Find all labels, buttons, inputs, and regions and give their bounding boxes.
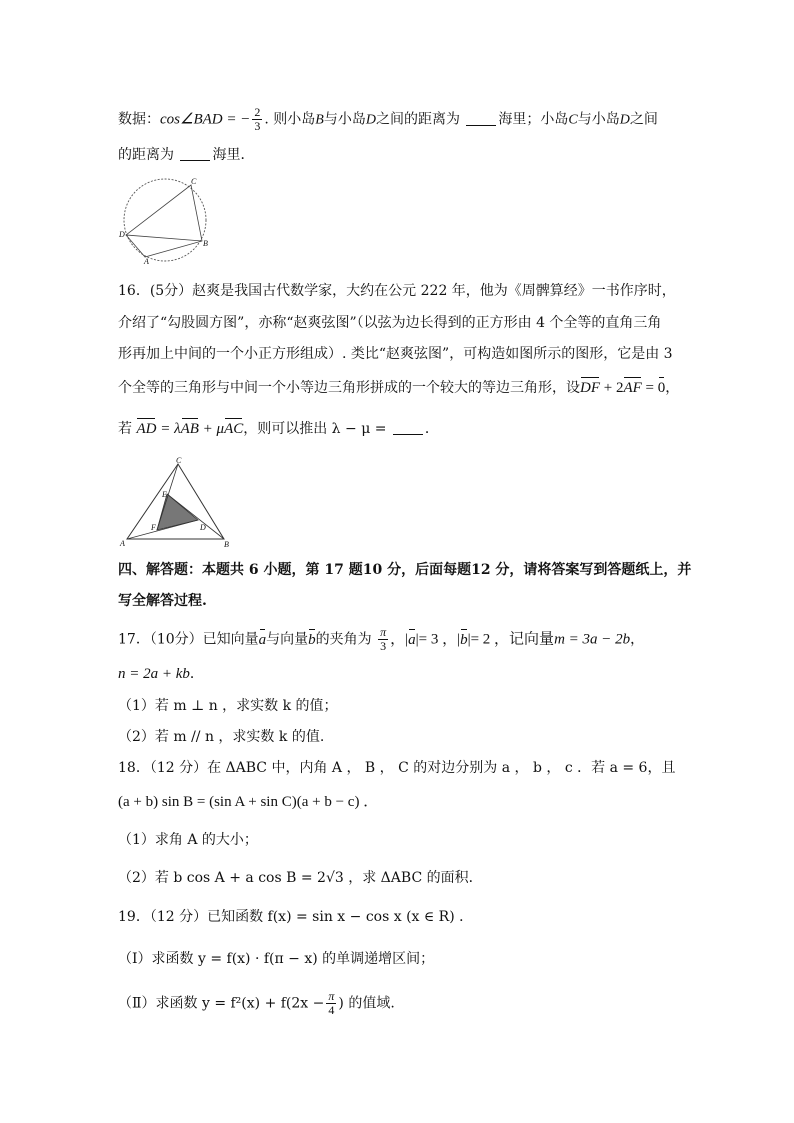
q17-text: |= 2 ，记向量 — [467, 631, 555, 648]
frac-den: 4 — [328, 1003, 335, 1017]
vector-ab: AB — [180, 421, 199, 437]
q17-line-2 — [118, 664, 204, 684]
q15-text: . 则小岛 — [264, 111, 316, 128]
vector-a: a — [408, 631, 416, 648]
circle-outline — [124, 179, 206, 261]
q19-line-1: 19．（12 分）已知函数 f(x) = sin x − cos x (x ∈ R) ． — [118, 909, 474, 925]
q18-part-2: （2）若 b cos A + a cos B = 2√3 ，求 ΔABC 的面积． — [118, 870, 483, 886]
q15-frac-num: 2 — [254, 105, 261, 119]
vector-ac: AC — [224, 421, 244, 437]
label-c: C — [176, 456, 182, 465]
q17-part-2: （2）若 m // n ，求实数 k 的值. — [118, 729, 325, 745]
q15-frac-den: 3 — [254, 119, 261, 133]
q15-var: B — [315, 112, 324, 128]
q15-cos: cos∠BAD = − — [160, 111, 251, 128]
q15-figure — [118, 176, 214, 264]
vector-a: a — [258, 631, 267, 648]
q15-text: 之间 — [629, 111, 658, 128]
diagonal-db — [126, 235, 202, 241]
q15-text: 海里． — [212, 147, 255, 163]
q16-text: ， — [665, 380, 680, 396]
q15-text: 之间的距离为 — [375, 111, 460, 128]
section-4-heading: 四、解答题：本题共 6 小题，第 17 题10 分，后面每题12 分，请将答案写到答题纸上，并 — [118, 562, 692, 578]
q15-var: D — [619, 112, 630, 128]
q17-text: ． — [189, 666, 204, 682]
q16-text: ． — [424, 421, 439, 437]
q19-fraction — [326, 990, 336, 1017]
quadrilateral — [126, 185, 202, 257]
frac-num: π — [328, 989, 335, 1003]
q19-part-1: （Ⅰ）求函数 y = f(x) · f(π − x) 的单调递增区间； — [118, 951, 435, 967]
q19-text: （Ⅱ）求函数 y = f²(x) + f(2x − — [118, 995, 325, 1012]
q19-part-2 — [118, 990, 395, 1017]
q15-text: 与小岛 — [323, 111, 366, 128]
q16-line-1: 16．(5分）赵爽是我国古代数学家，大约在公元 222 年，他为《周髀算经》一书作序时， — [118, 283, 676, 299]
frac-den: 3 — [380, 639, 387, 653]
q15-line-1 — [118, 106, 658, 133]
q17-text: 的夹角为 — [315, 631, 372, 648]
q16-op: = — [641, 380, 658, 396]
vector-ad: AD — [136, 421, 157, 437]
section-4-heading-2: 写全解答过程. — [118, 593, 207, 609]
label-f: F — [151, 523, 156, 532]
q17-op: |= 3 ，| — [415, 631, 461, 648]
q16-line-2: 介绍了“勾股圆方图”，亦称“赵爽弦图”（以弦为边长得到的正方形由 4 个全等的直角三角 — [118, 315, 662, 331]
q16-figure — [118, 454, 238, 548]
label-d: D — [200, 523, 206, 532]
label-b: B — [224, 540, 229, 548]
answer-blank[interactable] — [393, 420, 423, 435]
q16-op: + 2 — [600, 380, 624, 396]
q17-text: 与向量 — [266, 631, 309, 648]
label-d: D — [119, 230, 125, 239]
q19-text: ) 的值域. — [338, 995, 395, 1012]
q16-text: ，则可以推出 λ − μ = — [243, 421, 391, 437]
vector-df: DF — [580, 380, 600, 396]
q15-text: 与小岛 — [577, 111, 620, 128]
answer-blank[interactable] — [466, 111, 496, 126]
vector-n-def: n = 2a + kb — [118, 666, 190, 682]
q15-text: 海里；小岛 — [498, 111, 569, 128]
answer-blank[interactable] — [180, 146, 210, 161]
q16-line-5 — [118, 419, 439, 439]
inner-shaded-triangle — [157, 494, 198, 530]
q18-line-2: (a + b) sin B = (sin A + sin C)(a + b − c) ． — [118, 794, 379, 810]
vector-af: AF — [623, 380, 642, 396]
label-a: A — [144, 257, 149, 264]
q16-text: 若 — [118, 421, 137, 437]
vector-b: b — [460, 631, 468, 648]
q15-text: 的距离为 — [118, 147, 174, 163]
q18-line-1: 18．（12 分）在 ΔABC 中，内角 A ， B ， C 的对边分别为 a ， b ， c ．若 a = 6，且 — [118, 760, 676, 776]
q15-fraction — [252, 106, 262, 133]
vector-m-def: m = 3a − 2b — [554, 631, 631, 648]
label-e: E — [162, 490, 167, 499]
q15-text: 数据： — [118, 111, 160, 128]
q16-op: = λ — [156, 421, 181, 437]
q17-line-1 — [118, 626, 644, 653]
q15-var: D — [365, 112, 376, 128]
label-a: A — [120, 539, 125, 548]
q17-text: 17．（10分）已知向量 — [118, 631, 259, 648]
label-b: B — [203, 239, 208, 248]
q17-part-1: （1）若 m ⊥ n ，求实数 k 的值； — [118, 698, 338, 714]
q18-part-1: （1）求角 A 的大小； — [118, 832, 258, 848]
q15-var: C — [568, 112, 578, 128]
q16-line-3: 形再加上中间的一个小正方形组成）. 类比“赵爽弦图”，可构造如图所示的图形，它是由 3 — [118, 346, 673, 362]
q16-op: + μ — [198, 421, 225, 437]
q17-op: ，| — [390, 631, 409, 648]
frac-num: π — [380, 625, 387, 639]
zero-vector: 0 — [657, 380, 666, 396]
vector-b: b — [308, 631, 316, 648]
label-c: C — [191, 177, 197, 186]
q16-text: 个全等的三角形与中间一个小等边三角形拼成的一个较大的等边三角形，设 — [118, 380, 580, 396]
q17-fraction — [378, 626, 388, 653]
q16-line-4 — [118, 378, 679, 398]
q17-text: ， — [630, 631, 645, 648]
q15-line-2 — [118, 145, 254, 165]
